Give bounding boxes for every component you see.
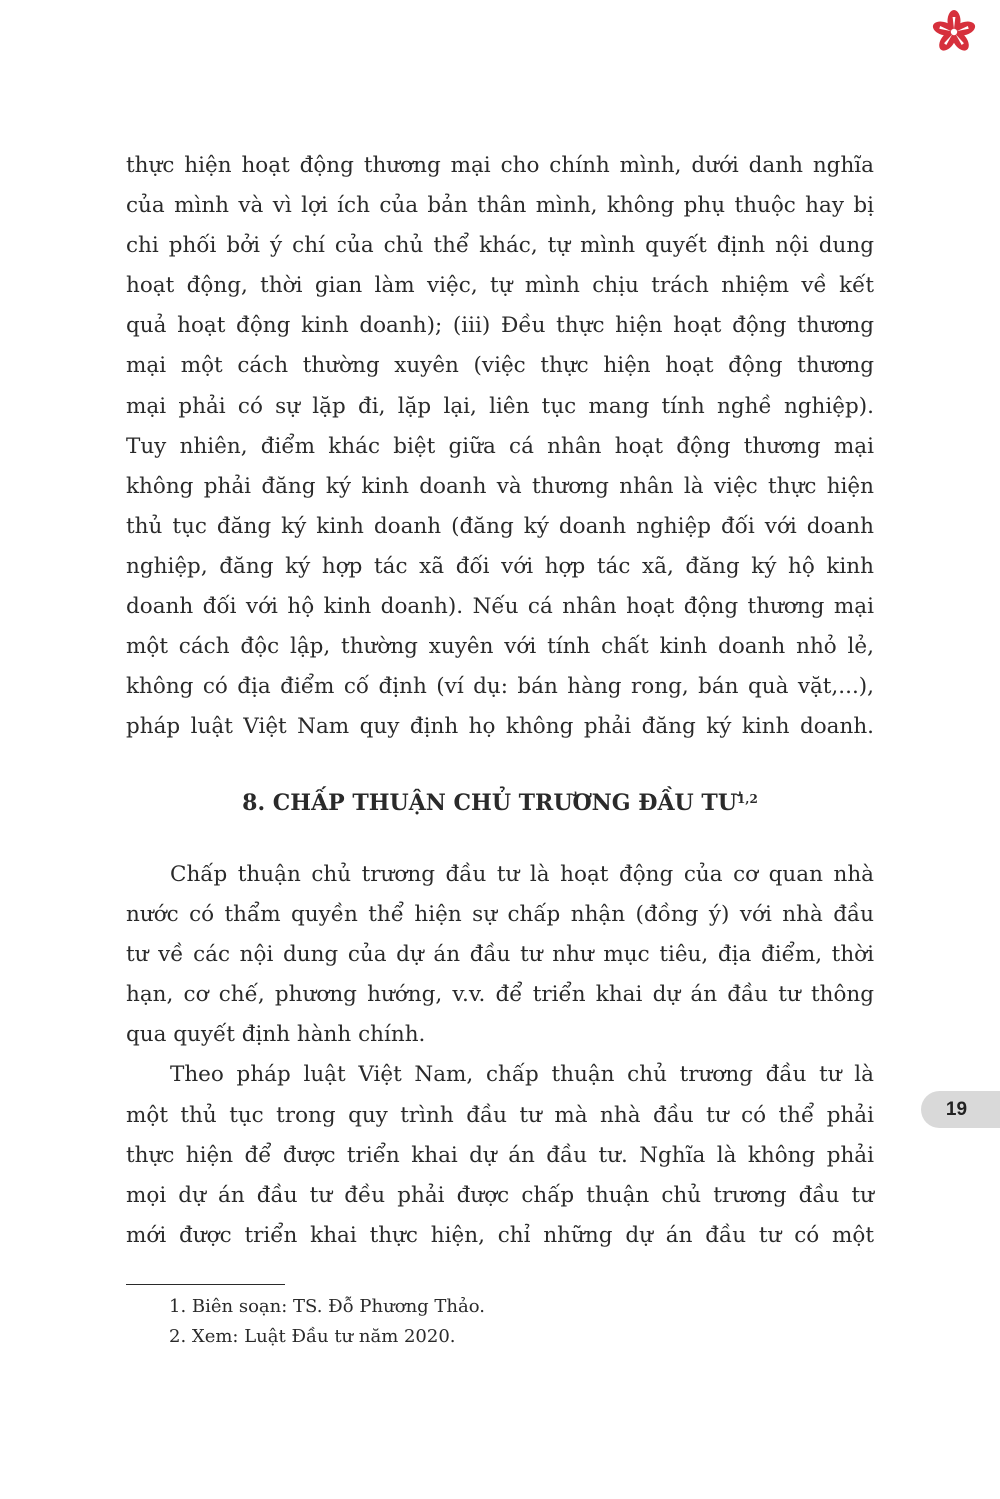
footnote-1: 1. Biên soạn: TS. Đỗ Phương Thảo. xyxy=(169,1296,485,1317)
text-line: thủ tục đăng ký kinh doanh (đăng ký doanh nghiệp đối với doanh xyxy=(126,513,874,539)
page-number-tab xyxy=(921,1091,1000,1128)
text-line: của mình và vì lợi ích của bản thân mình, không phụ thuộc hay bị xyxy=(126,193,874,219)
text-line: không phải đăng ký kinh doanh và thương nhân là việc thực hiện xyxy=(126,473,874,499)
paragraph-continuation xyxy=(126,146,874,747)
red-flower-logo-icon xyxy=(930,8,978,56)
text-line: Theo pháp luật Việt Nam, chấp thuận chủ trương đầu tư là xyxy=(170,1062,874,1088)
text-line: Tuy nhiên, điểm khác biệt giữa cá nhân hoạt động thương mại xyxy=(126,433,874,459)
text-line: mới được triển khai thực hiện, chỉ những dự án đầu tư có một xyxy=(126,1222,874,1248)
text-line: nghiệp, đăng ký hợp tác xã đối với hợp tác xã, đăng ký hộ kinh xyxy=(126,553,874,579)
text-line: mọi dự án đầu tư đều phải được chấp thuận chủ trương đầu tư xyxy=(126,1182,874,1208)
section-heading xyxy=(126,781,874,825)
text-line: qua quyết định hành chính. xyxy=(126,1022,426,1048)
text-line: Chấp thuận chủ trương đầu tư là hoạt động của cơ quan nhà xyxy=(170,862,874,887)
footnote-divider xyxy=(126,1284,285,1285)
text-line: không có địa điểm cố định (ví dụ: bán hàng rong, bán quà vặt,...), xyxy=(126,674,874,700)
text-line: pháp luật Việt Nam quy định họ không phải đăng ký kinh doanh. xyxy=(126,714,874,740)
footnotes xyxy=(169,1292,869,1352)
text-line: quả hoạt động kinh doanh); (iii) Đều thực hiện hoạt động thương xyxy=(126,313,874,339)
section-title: 8. CHẤP THUẬN CHỦ TRƯƠNG ĐẦU TƯ xyxy=(242,790,737,816)
text-line: nước có thẩm quyền thể hiện sự chấp nhận (đồng ý) với nhà đầu xyxy=(126,902,874,928)
text-line: một thủ tục trong quy trình đầu tư mà nhà đầu tư có thể phải xyxy=(126,1102,874,1128)
page-number: 19 xyxy=(945,1098,968,1120)
text-line: chi phối bởi ý chí của chủ thể khác, tự mình quyết định nội dung xyxy=(126,233,874,259)
text-line: mại một cách thường xuyên (việc thực hiện hoạt động thương xyxy=(126,353,874,379)
text-line: thực hiện hoạt động thương mại cho chính mình, dưới danh nghĩa xyxy=(126,153,874,178)
text-line: thực hiện để được triển khai dự án đầu tư. Nghĩa là không phải xyxy=(126,1142,874,1168)
text-line: tư về các nội dung của dự án đầu tư như mục tiêu, địa điểm, thời xyxy=(126,942,874,968)
text-line: doanh đối với hộ kinh doanh). Nếu cá nhân hoạt động thương mại xyxy=(126,594,874,620)
text-line: hoạt động, thời gian làm việc, tự mình chịu trách nhiệm về kết xyxy=(126,273,874,299)
footnote-2: 2. Xem: Luật Đầu tư năm 2020. xyxy=(169,1326,456,1347)
section-body xyxy=(126,855,874,1256)
text-line: mại phải có sự lặp đi, lặp lại, liên tục mang tính nghề nghiệp). xyxy=(126,393,874,419)
text-line: một cách độc lập, thường xuyên với tính chất kinh doanh nhỏ lẻ, xyxy=(126,634,874,660)
footnote-marks: 1,2 xyxy=(736,792,758,806)
text-line: hạn, cơ chế, phương hướng, v.v. để triển khai dự án đầu tư thông xyxy=(126,982,874,1008)
